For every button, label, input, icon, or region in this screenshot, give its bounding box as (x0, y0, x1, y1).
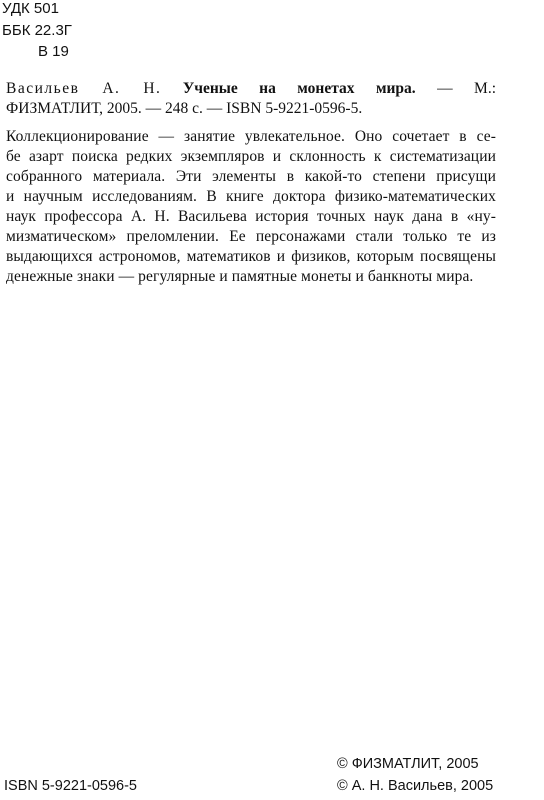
abstract-line: Коллекционирование — занятие увлекательное. Оно сочетает в се- (6, 128, 496, 145)
copyright-publisher: © ФИЗМАТЛИТ, 2005 (337, 756, 479, 772)
abstract-line: мизматическом» преломлении. Ее персонажами стали только те из (6, 228, 496, 245)
author-name: Васильев А. Н. (6, 80, 162, 97)
abstract-line: денежные знаки — регулярные и памятные монеты и банкноты мира. (6, 268, 474, 285)
bibliographic-record-line2: ФИЗМАТЛИТ, 2005. — 248 с. — ISBN 5-9221-0596-5. (6, 100, 363, 117)
author-mark-code: В 19 (38, 43, 69, 60)
abstract-line: наук профессора А. Н. Васильева история точных наук дана в «ну- (6, 208, 496, 225)
abstract-line: собранного материала. Эти элементы в какой-то степени присущи (6, 168, 496, 185)
book-title: Ученые на монетах мира. (182, 80, 416, 97)
udk-code: УДК 501 (2, 0, 59, 17)
abstract-line: и научным исследованиям. В книге доктора физико-математических (6, 188, 496, 205)
isbn-number: ISBN 5-9221-0596-5 (4, 778, 137, 794)
publisher-place: — М.: (437, 80, 497, 97)
abstract-line: выдающихся астрономов, математиков и физиков, которым посвящены (6, 248, 496, 265)
bbk-code: ББК 22.3Г (2, 22, 72, 39)
bibliographic-record-line1 (6, 80, 496, 98)
copyright-author: © А. Н. Васильев, 2005 (337, 778, 494, 794)
abstract-line: бе азарт поиска редких экземпляров и склонность к систематизации (6, 148, 496, 165)
